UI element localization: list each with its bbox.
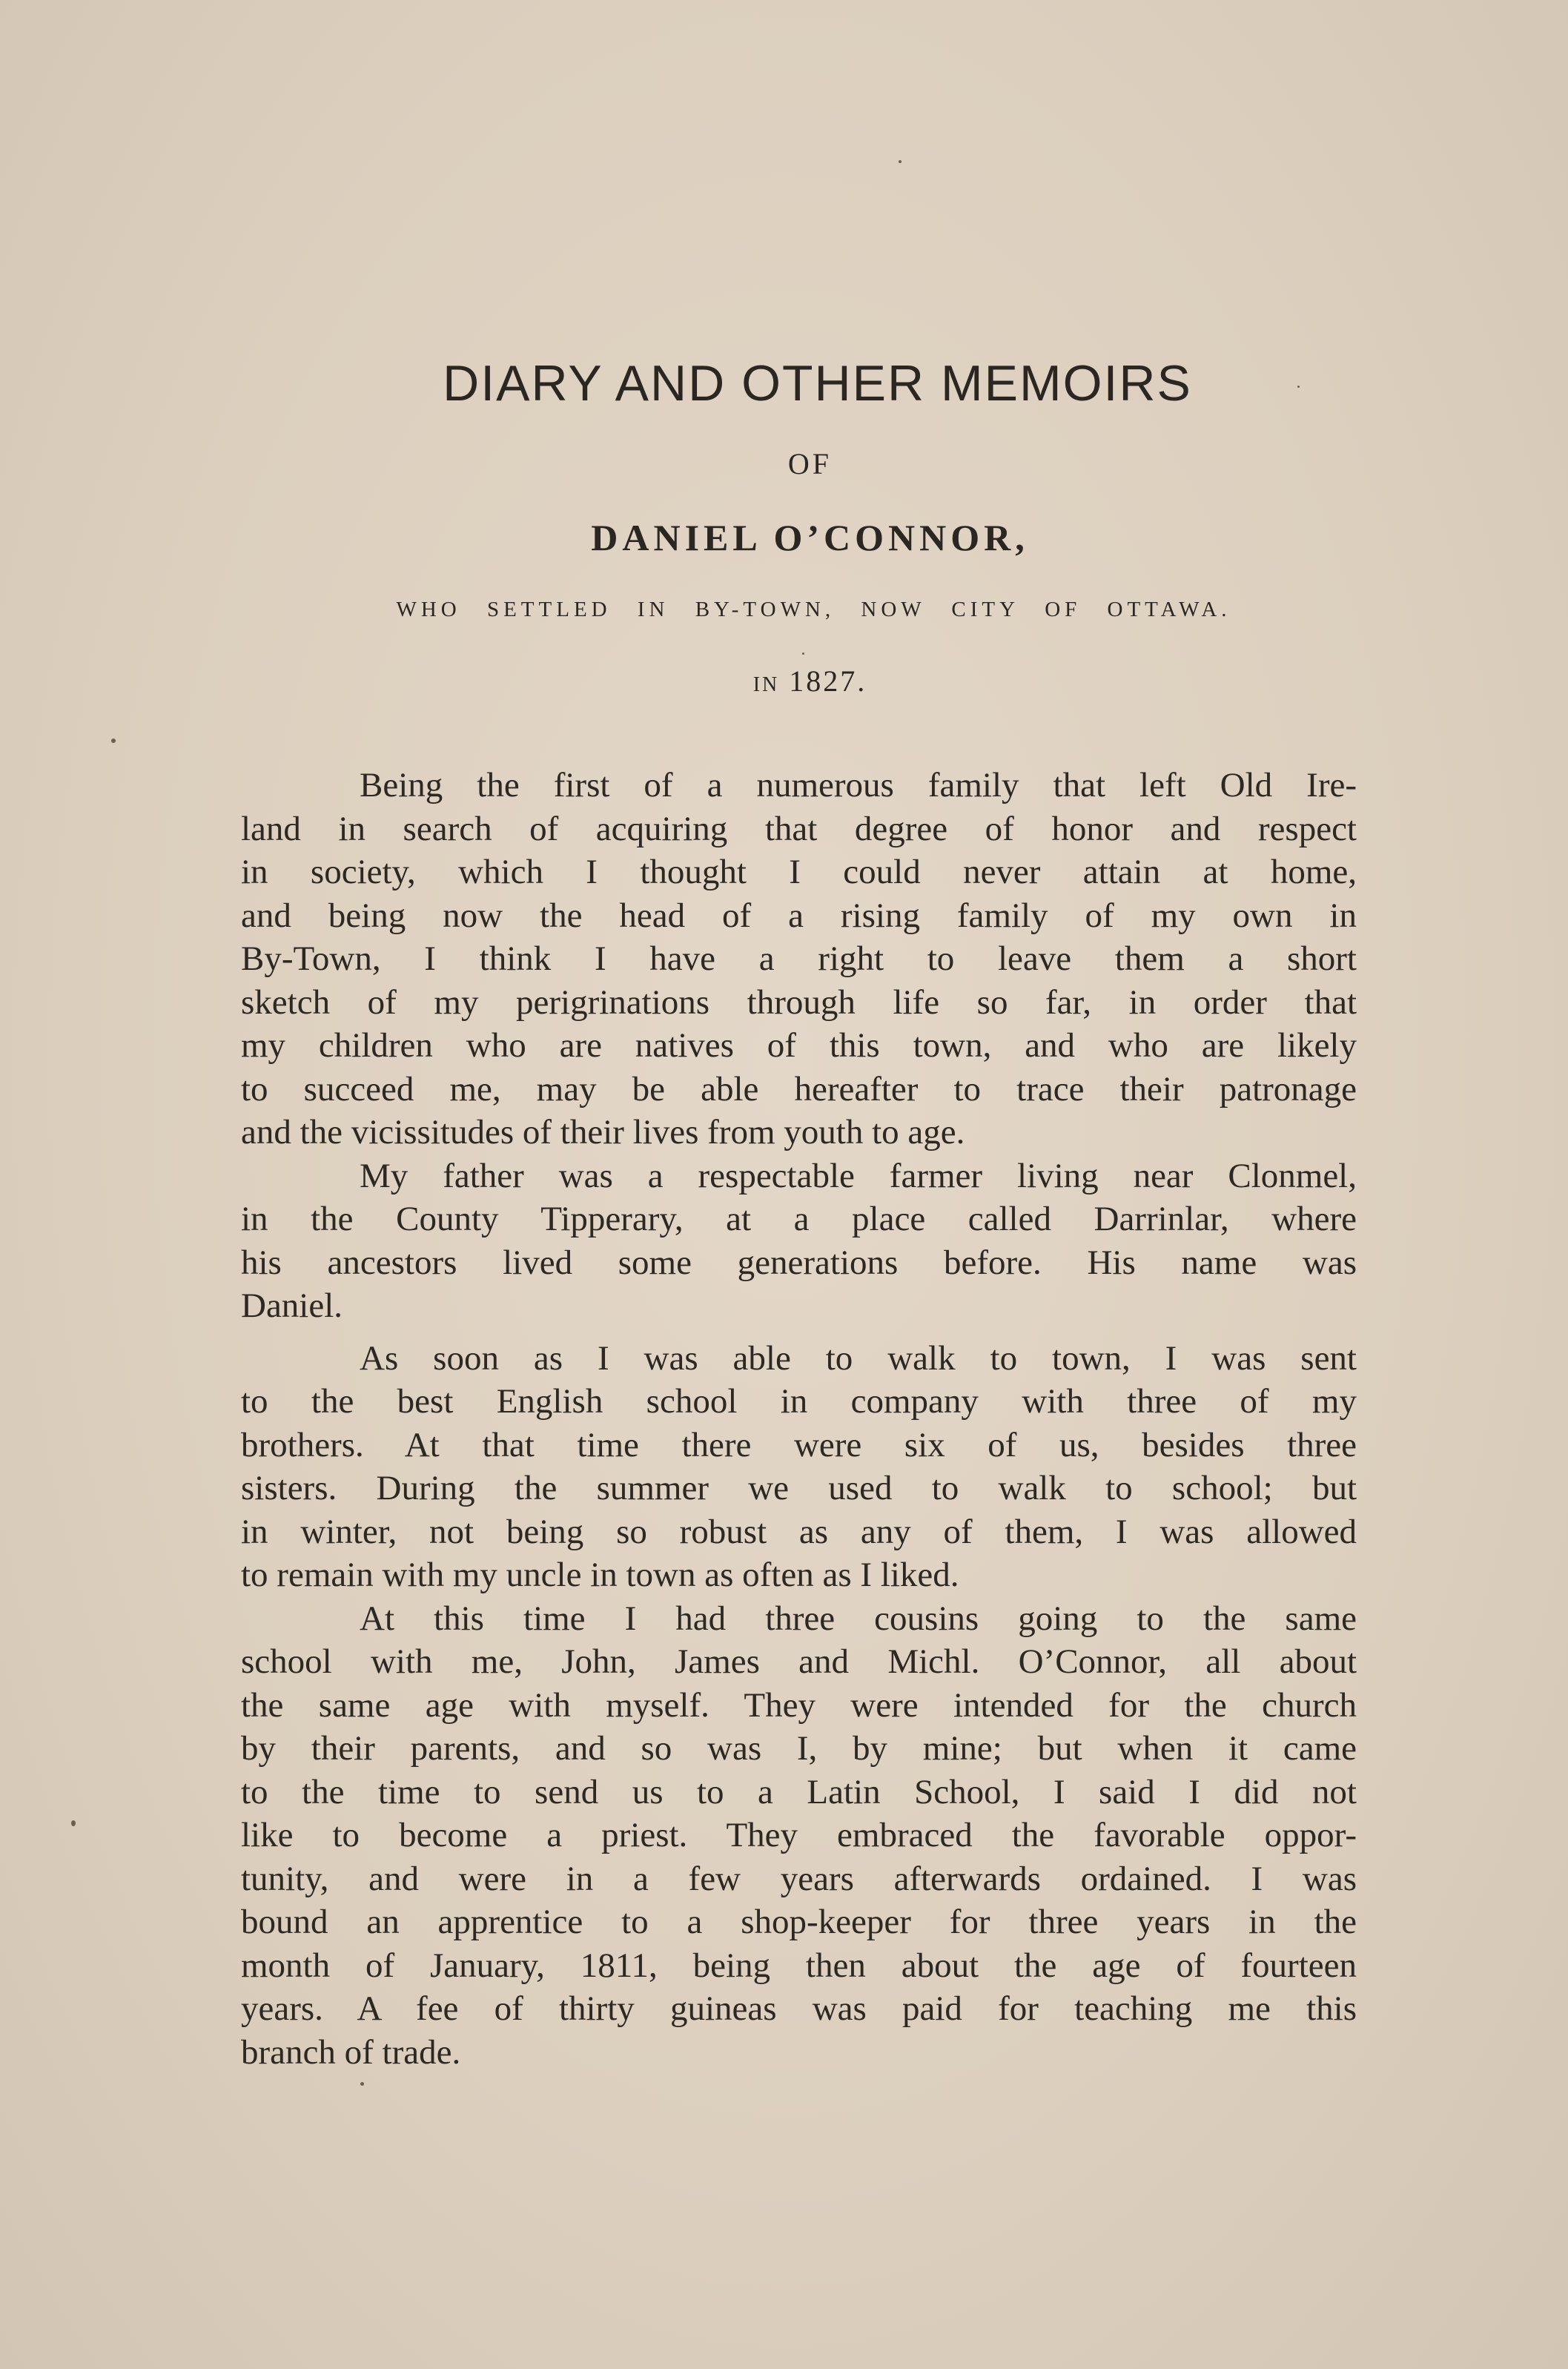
text-line: in the County Tipperary, at a place called Darrinlar, where [241,1200,1357,1238]
text-line: like to become a priest. They embraced the favorable oppor- [241,1816,1357,1854]
paper-speck [899,160,902,163]
text-line: my children who are natives of this town, and who are likely [241,1026,1357,1065]
text-line: tunity, and were in a few years afterwards ordained. I was [241,1859,1357,1898]
text-line: month of January, 1811, being then about the age of fourteen [241,1946,1357,1985]
paper-speck [71,1820,76,1826]
text-line: in winter, not being so robust as any of them, I was allowed [241,1512,1357,1551]
text-line: school with me, John, James and Michl. O’Connor, all about [241,1642,1357,1681]
text-line: land in search of acquiring that degree of honor and respect [241,809,1357,848]
paragraph [241,1154,1357,1328]
text-line: his ancestors lived some generations before. His name was [241,1243,1357,1282]
text-line: At this time I had three cousins going to the same [360,1599,1357,1638]
page-title: DIARY AND OTHER MEMOIRS [443,355,1192,412]
paper-speck [111,739,116,743]
text-line: to the best English school in company with three of my [241,1382,1357,1421]
text-line: in society, which I thought I could never attain at home, [241,853,1357,891]
memoir-body [241,764,1357,2074]
text-line: sketch of my perigrinations through life so far, in order that [241,982,1357,1022]
text-line: Daniel. [241,1286,343,1325]
text-line: to the time to send us to a Latin School, I said I did not [241,1772,1357,1811]
text-line: brothers. At that time there were six of us, besides three [241,1425,1357,1464]
paper-speck [360,2082,364,2086]
year-prefix: IN [752,673,780,696]
text-line: years. A fee of thirty guineas was paid for teaching me this [241,1989,1357,2028]
paragraph [241,764,1357,1154]
title-of-line: OF [787,447,833,480]
text-line: branch of trade. [241,2032,461,2072]
text-line: to succeed me, may be able hereafter to trace their patronage [241,1069,1357,1108]
text-line: Being the first of a numerous family that left Old Ire- [360,766,1357,804]
author-name: DANIEL O’CONNOR, [591,517,1029,558]
paper-speck [1297,386,1300,388]
text-line: By-Town, I think I have a right to leave them a short [241,939,1357,978]
text-line: bound an apprentice to a shop-keeper for three years in the [241,1903,1357,1941]
text-line: As soon as I was able to walk to town, I was sent [360,1338,1357,1378]
subtitle-line: WHO SETTLED IN BY-TOWN, NOW CITY OF OTTAWA. [396,598,1231,621]
paper-speck [802,652,804,655]
text-line: sisters. During the summer we used to walk to school; but [241,1469,1357,1507]
text-line: and being now the head of a rising family of my own in [241,896,1357,935]
text-line: My father was a respectable farmer living near Clonmel, [360,1156,1357,1195]
paragraph [241,1597,1357,2075]
text-line: by their parents, and so was I, by mine; but when it came [241,1729,1357,1768]
text-line: and the vicissitudes of their lives from youth to age. [241,1113,965,1152]
text-line: to remain with my uncle in town as often as I liked. [241,1556,959,1594]
paragraph [241,1337,1357,1597]
text-line: the same age with myself. They were intended for the church [241,1685,1357,1725]
year-line [0,664,1568,698]
year-value: 1827. [789,664,867,698]
